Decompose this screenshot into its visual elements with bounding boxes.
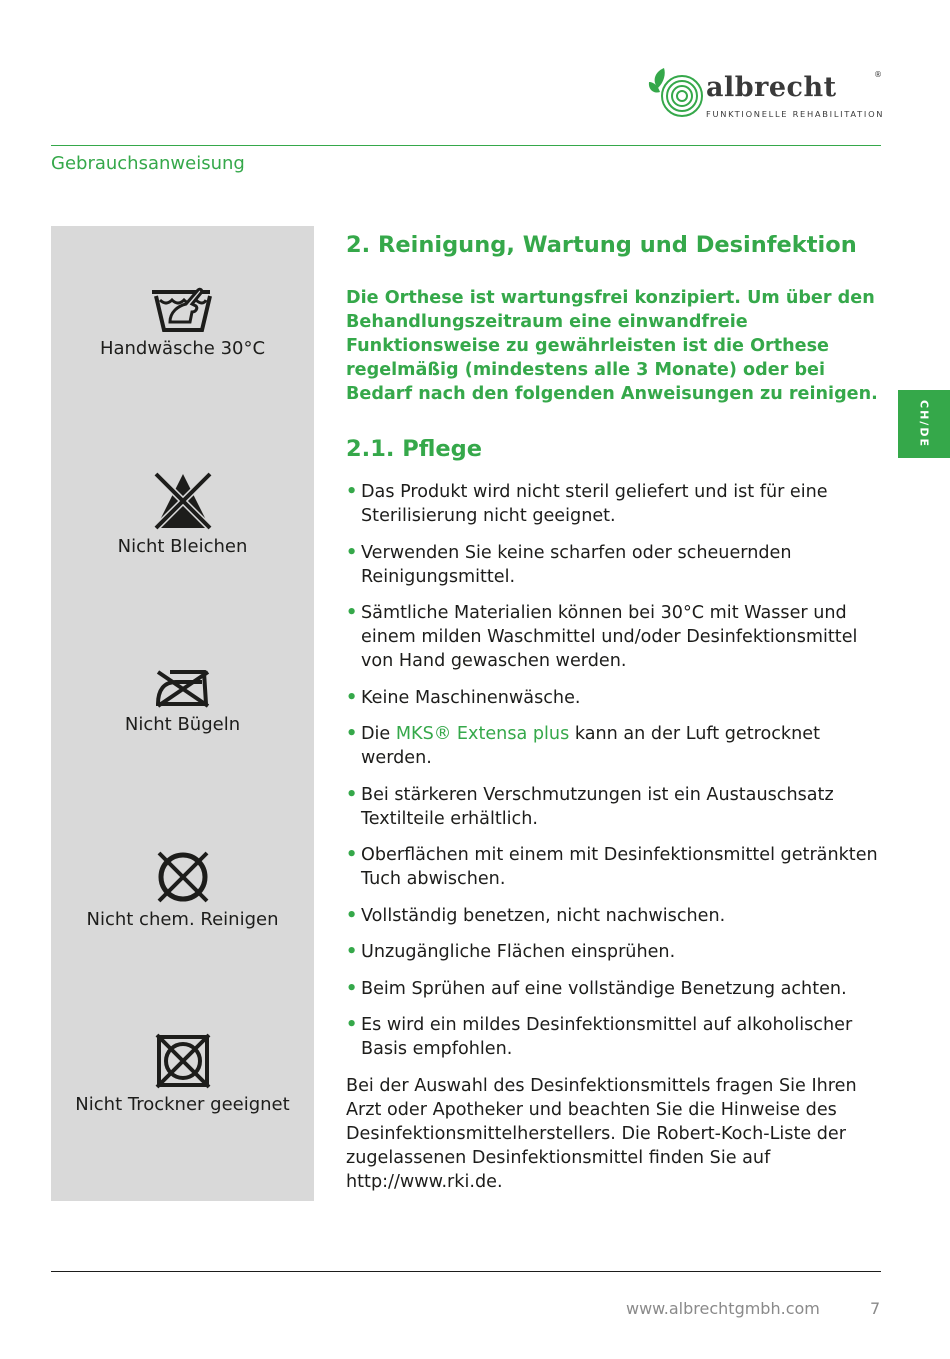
care-label: Handwäsche 30°C [99, 338, 266, 359]
list-item: • Oberflächen mit einem mit Desinfektionsmittel getränkten Tuch abwischen. [346, 845, 878, 889]
list-item: • Verwenden Sie keine scharfen oder scheuernden Reinigungsmittel. [346, 542, 792, 587]
intro-paragraph: Die Orthese ist wartungsfrei konzipiert. Um über den Behandlungszeitraum eine einwandfreie Funktionsweise zu gewährleisten ist die Orthese regelmäßig (mindestens alle 3 Monate) oder bei Bedarf nach den folgenden Anweisungen zu reinigen. [346, 288, 878, 404]
list-item: • Bei stärkeren Verschmutzungen ist ein Austauschsatz Textilteile erhältlich. [346, 784, 834, 829]
care-label: Nicht Bügeln [124, 714, 241, 735]
section-heading: 2. Reinigung, Wartung und Desinfektion [346, 232, 857, 258]
closing-paragraph: Bei der Auswahl des Desinfektionsmittels fragen Sie Ihren Arzt oder Apotheker und beachten Sie die Hinweise des Desinfektionsmittelherstellers. Die Robert-Koch-Liste der zugelassenen Desinfektionsmittel finden Sie auf http://www.rki.de. [346, 1075, 857, 1192]
care-label: Nicht Trockner geeignet [75, 1094, 290, 1115]
language-tab-label: CH/DE [917, 400, 931, 448]
care-item-no-bleach [51, 470, 314, 557]
hand-wash-30-icon [148, 282, 218, 334]
no-bleach-icon [152, 470, 214, 532]
care-instructions-list [346, 480, 886, 1061]
no-tumble-dry-icon [154, 1032, 212, 1090]
no-iron-icon [154, 666, 212, 710]
list-item: • Sämtliche Materialien können bei 30°C mit Wasser und einem milden Waschmittel und/oder Desinfektionsmittel von Hand gewaschen werden. [346, 603, 858, 671]
list-item: • Die MKS® Extensa plus kann an der Luft getrocknet werden. [346, 724, 820, 768]
brand-tagline: FUNKTIONELLE REHABILITATION [706, 109, 885, 119]
footer-website-link[interactable]: www.albrechtgmbh.com [626, 1299, 820, 1318]
page-number: 7 [870, 1299, 881, 1318]
list-item: • Unzugängliche Flächen einsprühen. [346, 942, 676, 962]
care-item-hand-wash [51, 282, 314, 359]
list-item: • Es wird ein mildes Desinfektionsmittel auf alkoholischer Basis empfohlen. [346, 1015, 853, 1059]
care-item-no-dry-clean [51, 849, 314, 930]
list-item: • Das Produkt wird nicht steril geliefert und ist für eine Sterilisierung nicht geeignet. [346, 482, 828, 526]
care-item-no-iron [51, 666, 314, 735]
registered-mark: ® [874, 70, 882, 79]
list-item: • Keine Maschinenwäsche. [346, 687, 581, 708]
language-tab [898, 390, 950, 458]
list-item: • Vollständig benetzen, nicht nachwischen. [346, 905, 726, 926]
document-type: Gebrauchsanweisung [51, 153, 245, 174]
no-dry-clean-icon [155, 849, 211, 905]
care-label: Nicht Bleichen [117, 536, 248, 557]
header-divider [51, 145, 881, 146]
care-symbols-panel [51, 226, 314, 1201]
care-subheading: 2.1. Pflege [346, 436, 483, 462]
main-content [346, 230, 886, 1194]
brand-name: albrecht [706, 72, 837, 103]
albrecht-logo [646, 62, 885, 124]
care-item-no-tumble-dry [51, 1032, 314, 1115]
footer-divider [51, 1271, 881, 1272]
albrecht-leaf-icon [646, 62, 706, 122]
product-name: MKS® Extensa plus [395, 724, 570, 744]
list-item: • Beim Sprühen auf eine vollständige Benetzung achten. [346, 978, 847, 999]
care-label: Nicht chem. Reinigen [86, 909, 279, 930]
